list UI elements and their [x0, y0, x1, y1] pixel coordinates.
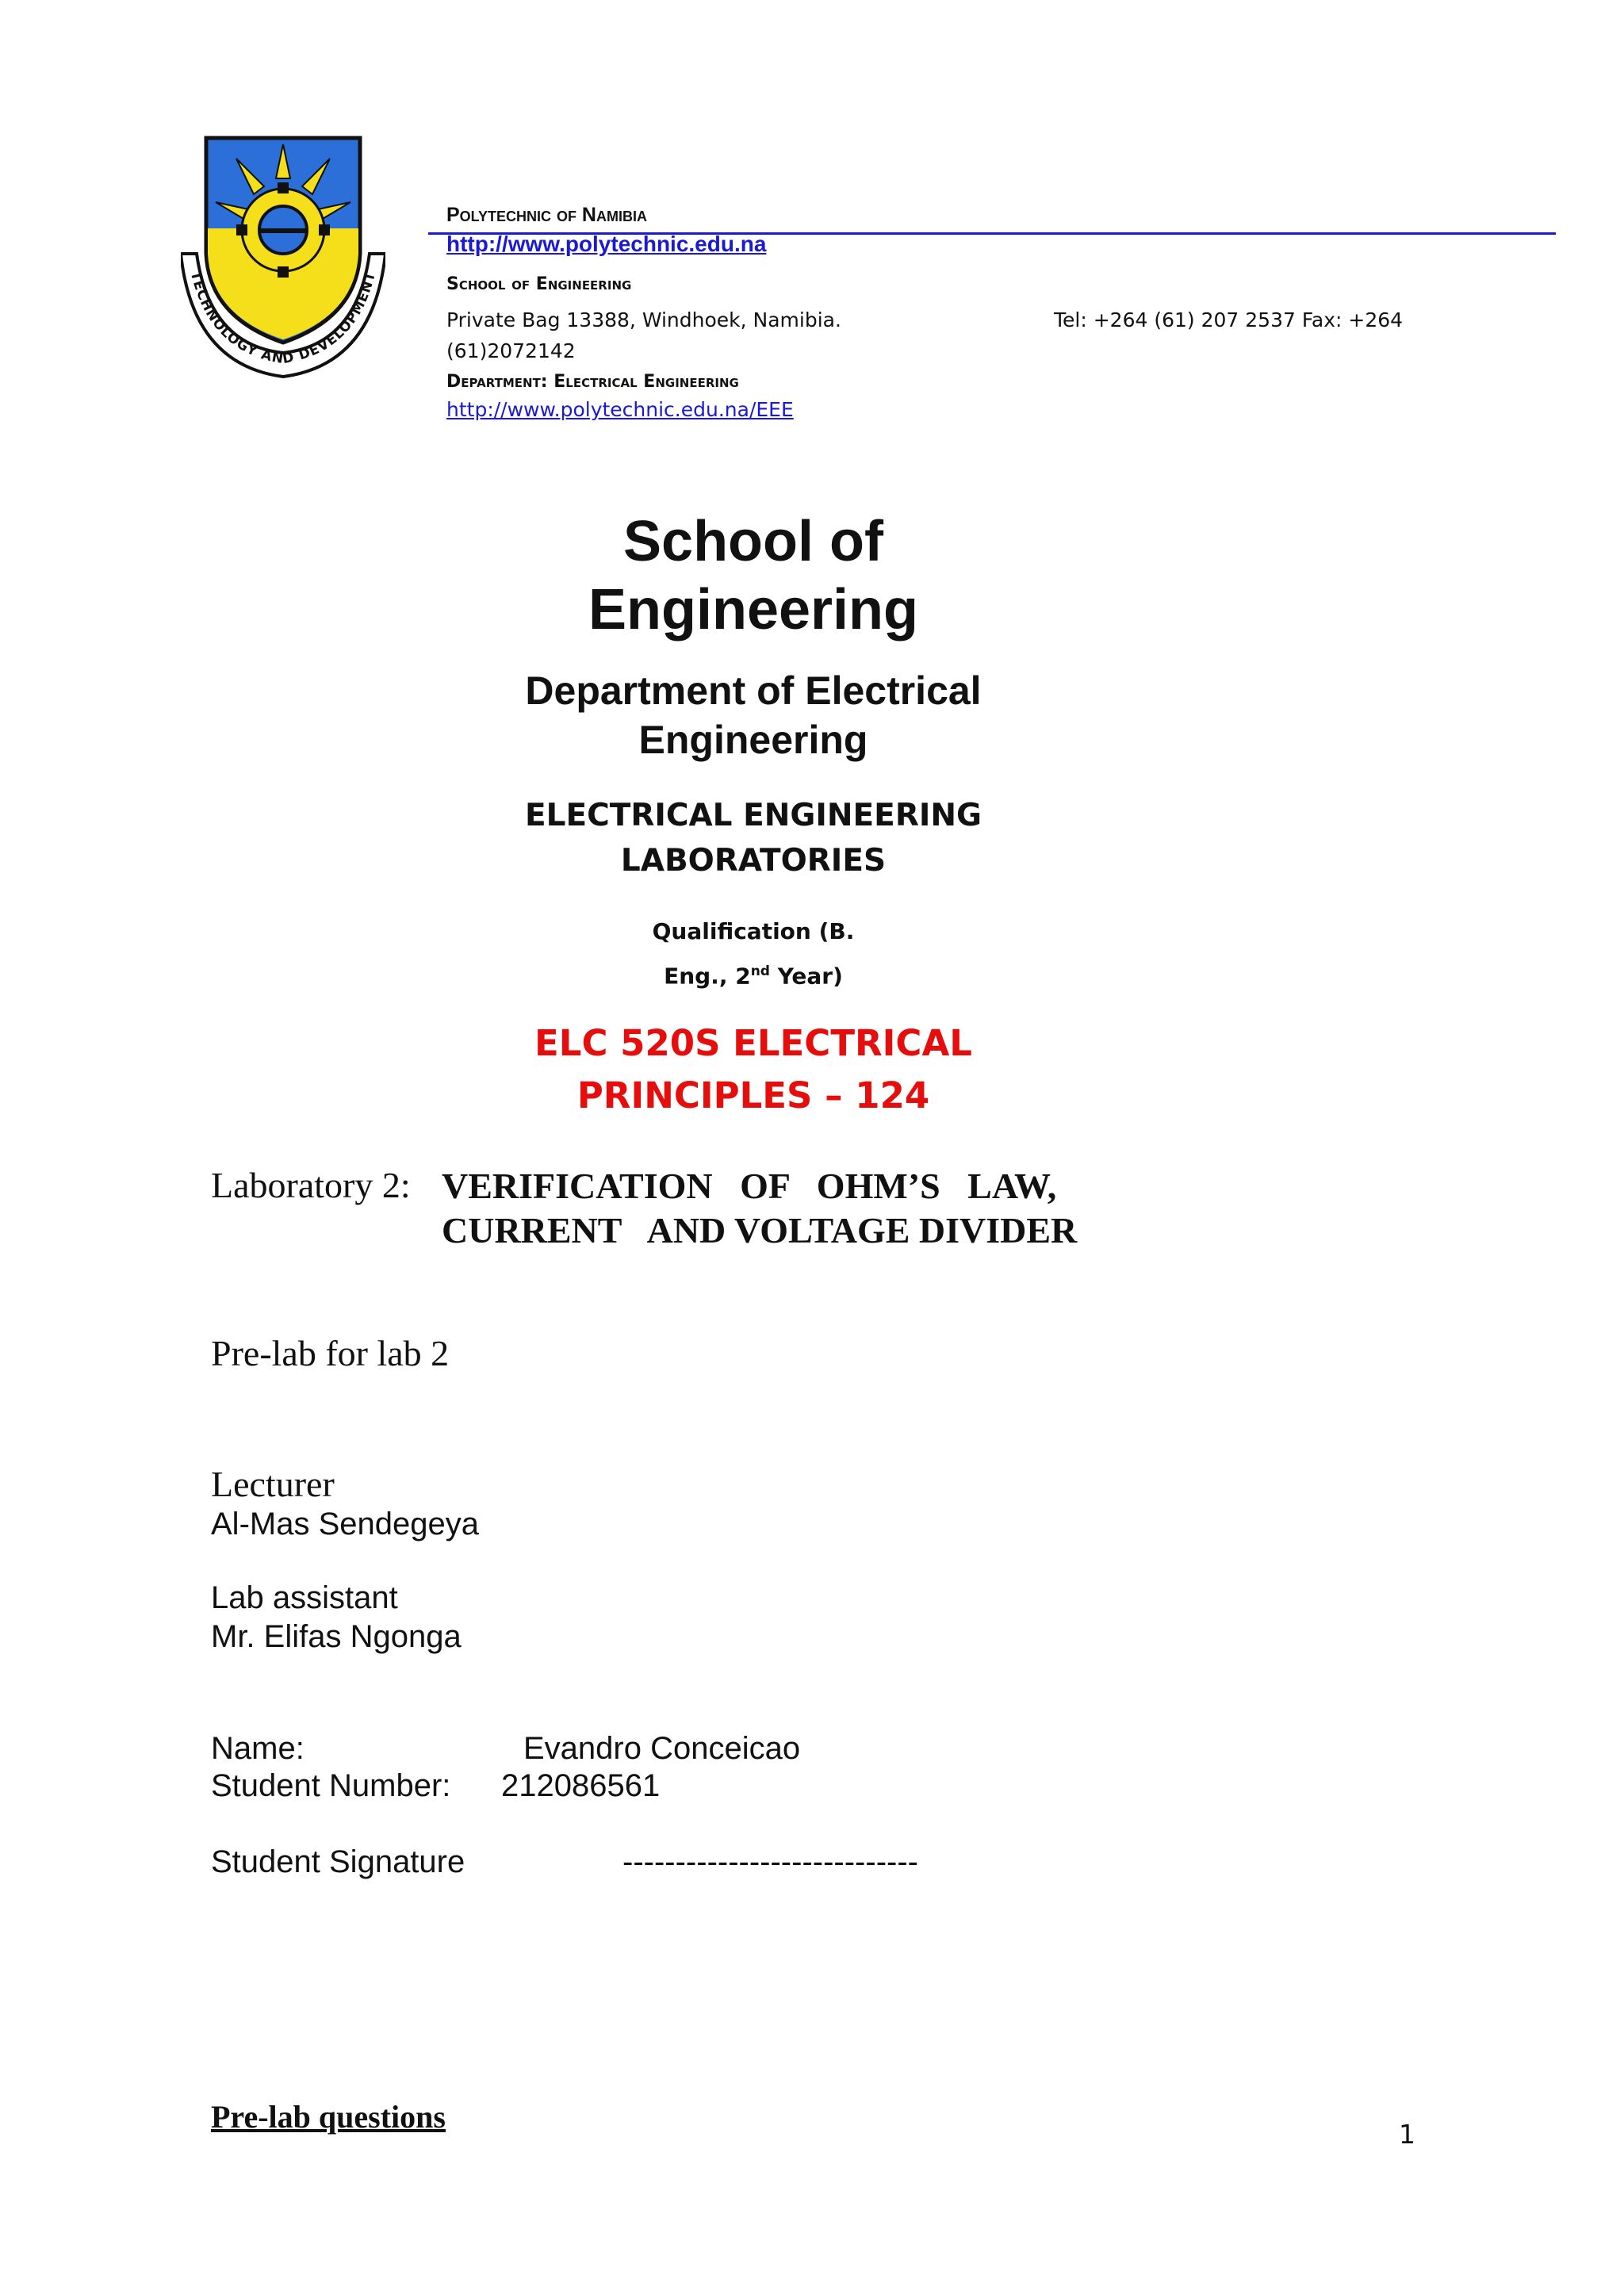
prelab-questions-heading: Pre-lab questions: [211, 2099, 446, 2135]
department-url-link[interactable]: http://www.polytechnic.edu.na/EEE: [446, 398, 794, 421]
course-title-line1: ELC 520S ELECTRICAL: [534, 1022, 972, 1064]
school-name-small: School of Engineering: [446, 274, 632, 294]
page-number: 1: [1399, 2119, 1415, 2150]
crest-ring-text: TECHNOLOGY AND DEVELOPMENT: [186, 270, 380, 368]
qualification-superscript: nd: [750, 963, 770, 979]
department-title-line1: Department of Electrical: [525, 668, 982, 713]
qualification-year-suffix: Year): [769, 963, 843, 990]
student-number-label: Student Number:: [211, 1768, 451, 1803]
qualification-line1: Qualification (B.: [652, 918, 855, 944]
department-title-line2: Engineering: [638, 718, 868, 762]
lecturer-name: Al-Mas Sendegeya: [211, 1507, 479, 1541]
qualification: [0, 912, 1507, 996]
postal-address: Private Bag 13388, Windhoek, Namibia.: [446, 308, 841, 331]
department-name-small: Department: Electrical Engineering: [446, 372, 739, 392]
lab-title-line2: CURRENT AND VOLTAGE DIVIDER: [442, 1210, 1078, 1250]
qualification-year-prefix: Eng., 2: [664, 963, 751, 990]
student-name-value: Evandro Conceicao: [523, 1731, 801, 1766]
lab-number-label: Laboratory 2:: [211, 1165, 411, 1205]
student-signature-line: ----------------------------: [622, 1844, 918, 1879]
lab-assistant-heading: Lab assistant: [211, 1580, 398, 1615]
student-name-label: Name:: [211, 1731, 304, 1766]
course-title-line2: PRINCIPLES – 124: [576, 1074, 930, 1116]
prelab-label: Pre-lab for lab 2: [211, 1333, 450, 1373]
laboratories-title: [0, 793, 1507, 883]
course-title: [0, 1017, 1507, 1122]
fax-continued: (61)2072142: [446, 339, 576, 362]
lab-assistant-name: Mr. Elifas Ngonga: [211, 1619, 462, 1654]
student-signature-label: Student Signature: [211, 1844, 465, 1879]
school-title: [0, 507, 1507, 644]
school-title-line1: School of: [623, 510, 883, 573]
lab-title: [442, 1164, 1077, 1253]
laboratories-title-line2: LABORATORIES: [620, 843, 887, 879]
laboratories-title-line1: ELECTRICAL ENGINEERING: [524, 798, 982, 833]
student-number-value: 212086561: [501, 1768, 661, 1803]
department-title: [0, 666, 1507, 764]
lab-title-line1: VERIFICATION OF OHM’S LAW,: [442, 1166, 1057, 1206]
lecturer-heading: Lecturer: [211, 1464, 335, 1504]
school-title-line2: Engineering: [588, 578, 919, 641]
polytechnic-crest-logo: [181, 135, 385, 381]
institution-name: Polytechnic of Namibia: [446, 204, 647, 226]
institution-url-link[interactable]: http://www.polytechnic.edu.na: [446, 232, 767, 256]
qualification-line2: [0, 952, 1507, 996]
tel-fax: Tel: +264 (61) 207 2537 Fax: +264: [1054, 308, 1404, 331]
